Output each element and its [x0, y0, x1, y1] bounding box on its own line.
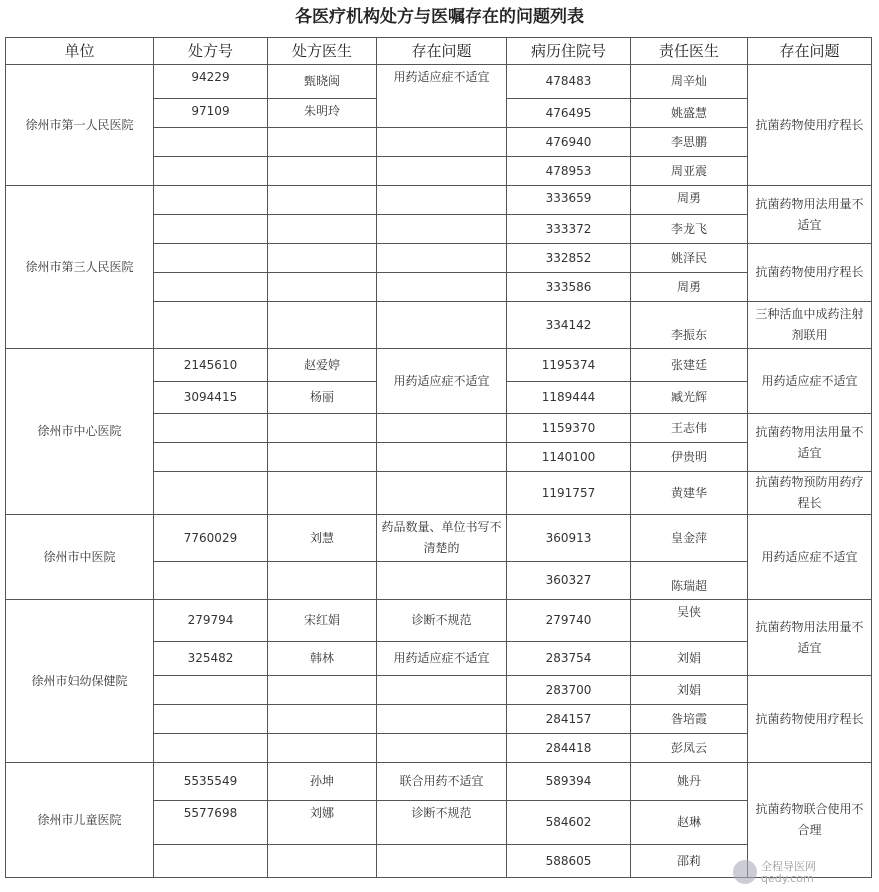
header-rx-no: 处方号 [154, 38, 268, 65]
header-unit: 单位 [6, 38, 154, 65]
page-title: 各医疗机构处方与医嘱存在的问题列表 [295, 7, 584, 27]
record-no: 334142 [507, 302, 631, 349]
rec-issue: 抗菌药物使用疗程长 [748, 676, 872, 763]
rx-no: 7760029 [154, 515, 268, 562]
record-no: 584602 [507, 801, 631, 845]
table-row [6, 763, 872, 801]
record-no: 1140100 [507, 443, 631, 472]
resp-doctor: 周勇 [631, 186, 748, 215]
table-row [6, 349, 872, 382]
resp-doctor: 刘娟 [631, 642, 748, 676]
resp-doctor: 陈瑞超 [631, 562, 748, 600]
watermark-text: 全程导医网 [761, 860, 816, 873]
rx-no: 3094415 [154, 382, 268, 414]
record-no: 1159370 [507, 414, 631, 443]
record-no: 332852 [507, 244, 631, 273]
rx-no: 5577698 [154, 801, 268, 845]
rx-no: 279794 [154, 600, 268, 642]
unit-cell: 徐州市妇幼保健院 [6, 600, 154, 763]
header-rx-doctor: 处方医生 [268, 38, 377, 65]
unit-cell: 徐州市第三人民医院 [6, 186, 154, 349]
record-no: 283700 [507, 676, 631, 705]
rec-issue: 抗菌药物使用疗程长 [748, 65, 872, 186]
resp-doctor: 张建廷 [631, 349, 748, 382]
record-no: 588605 [507, 845, 631, 878]
resp-doctor: 周亚震 [631, 157, 748, 186]
record-no: 360327 [507, 562, 631, 600]
header-rec-issue: 存在问题 [748, 38, 872, 65]
rx-doctor: 孙坤 [268, 763, 377, 801]
rec-issue: 抗菌药物用法用量不适宜 [748, 186, 872, 244]
rx-doctor: 杨丽 [268, 382, 377, 414]
resp-doctor: 周勇 [631, 273, 748, 302]
record-no: 284157 [507, 705, 631, 734]
rx-no: 325482 [154, 642, 268, 676]
rec-issue: 用药适应症不适宜 [748, 349, 872, 414]
record-no: 1189444 [507, 382, 631, 414]
unit-cell: 徐州市儿童医院 [6, 763, 154, 878]
rec-issue: 抗菌药物用法用量不适宜 [748, 600, 872, 676]
record-no: 478953 [507, 157, 631, 186]
resp-doctor: 姚丹 [631, 763, 748, 801]
rx-issue: 用药适应症不适宜 [377, 65, 507, 128]
rx-doctor: 刘娜 [268, 801, 377, 845]
resp-doctor: 李振东 [631, 302, 748, 349]
resp-doctor: 赵琳 [631, 801, 748, 845]
header-rx-issue: 存在问题 [377, 38, 507, 65]
watermark-logo-icon [733, 860, 757, 884]
header-resp-doctor: 责任医生 [631, 38, 748, 65]
resp-doctor: 周辛灿 [631, 65, 748, 99]
rx-issue: 药品数量、单位书写不清楚的 [377, 515, 507, 562]
header-row [6, 38, 872, 65]
resp-doctor: 吴侠 [631, 600, 748, 642]
watermark-domain: qedy.com [761, 872, 814, 885]
rec-issue: 抗菌药物联合使用不合理 [748, 763, 872, 878]
watermark [733, 858, 873, 888]
resp-doctor: 王志伟 [631, 414, 748, 443]
rx-issue: 诊断不规范 [377, 801, 507, 845]
problem-table [5, 37, 872, 878]
rx-issue: 用药适应症不适宜 [377, 349, 507, 414]
rx-no: 5535549 [154, 763, 268, 801]
rec-issue: 抗菌药物使用疗程长 [748, 244, 872, 302]
record-no: 283754 [507, 642, 631, 676]
record-no: 476940 [507, 128, 631, 157]
rx-doctor: 韩林 [268, 642, 377, 676]
rec-issue: 抗菌药物用法用量不适宜 [748, 414, 872, 472]
record-no: 333586 [507, 273, 631, 302]
table-row [6, 65, 872, 99]
resp-doctor: 姚泽民 [631, 244, 748, 273]
rx-no: 94229 [154, 65, 268, 99]
resp-doctor: 臧光辉 [631, 382, 748, 414]
rec-issue: 三种活血中成药注射剂联用 [748, 302, 872, 349]
unit-cell: 徐州市第一人民医院 [6, 65, 154, 186]
record-no: 284418 [507, 734, 631, 763]
rx-no: 2145610 [154, 349, 268, 382]
resp-doctor: 昝培霞 [631, 705, 748, 734]
rx-issue: 用药适应症不适宜 [377, 642, 507, 676]
record-no: 360913 [507, 515, 631, 562]
resp-doctor: 李龙飞 [631, 215, 748, 244]
rx-doctor: 刘慧 [268, 515, 377, 562]
record-no: 476495 [507, 99, 631, 128]
resp-doctor: 皇金萍 [631, 515, 748, 562]
rx-doctor: 朱明玲 [268, 99, 377, 128]
record-no: 478483 [507, 65, 631, 99]
resp-doctor: 刘娟 [631, 676, 748, 705]
resp-doctor: 黄建华 [631, 472, 748, 515]
rx-doctor: 宋红娟 [268, 600, 377, 642]
table-row [6, 600, 872, 642]
table-row [6, 515, 872, 562]
resp-doctor: 姚盛慧 [631, 99, 748, 128]
record-no: 589394 [507, 763, 631, 801]
record-no: 1195374 [507, 349, 631, 382]
unit-cell: 徐州市中医院 [6, 515, 154, 600]
resp-doctor: 彭凤云 [631, 734, 748, 763]
record-no: 333372 [507, 215, 631, 244]
rx-doctor: 甄晓闽 [268, 65, 377, 99]
rec-issue: 用药适应症不适宜 [748, 515, 872, 600]
rx-no: 97109 [154, 99, 268, 128]
rx-issue: 联合用药不适宜 [377, 763, 507, 801]
rec-issue: 抗菌药物预防用药疗程长 [748, 472, 872, 515]
resp-doctor: 伊贵明 [631, 443, 748, 472]
rx-issue: 诊断不规范 [377, 600, 507, 642]
record-no: 333659 [507, 186, 631, 215]
table-row [6, 186, 872, 215]
resp-doctor: 李思鹏 [631, 128, 748, 157]
header-record-no: 病历住院号 [507, 38, 631, 65]
record-no: 1191757 [507, 472, 631, 515]
unit-cell: 徐州市中心医院 [6, 349, 154, 515]
record-no: 279740 [507, 600, 631, 642]
rx-doctor: 赵爱婷 [268, 349, 377, 382]
resp-doctor: 邵莉 [631, 845, 748, 878]
